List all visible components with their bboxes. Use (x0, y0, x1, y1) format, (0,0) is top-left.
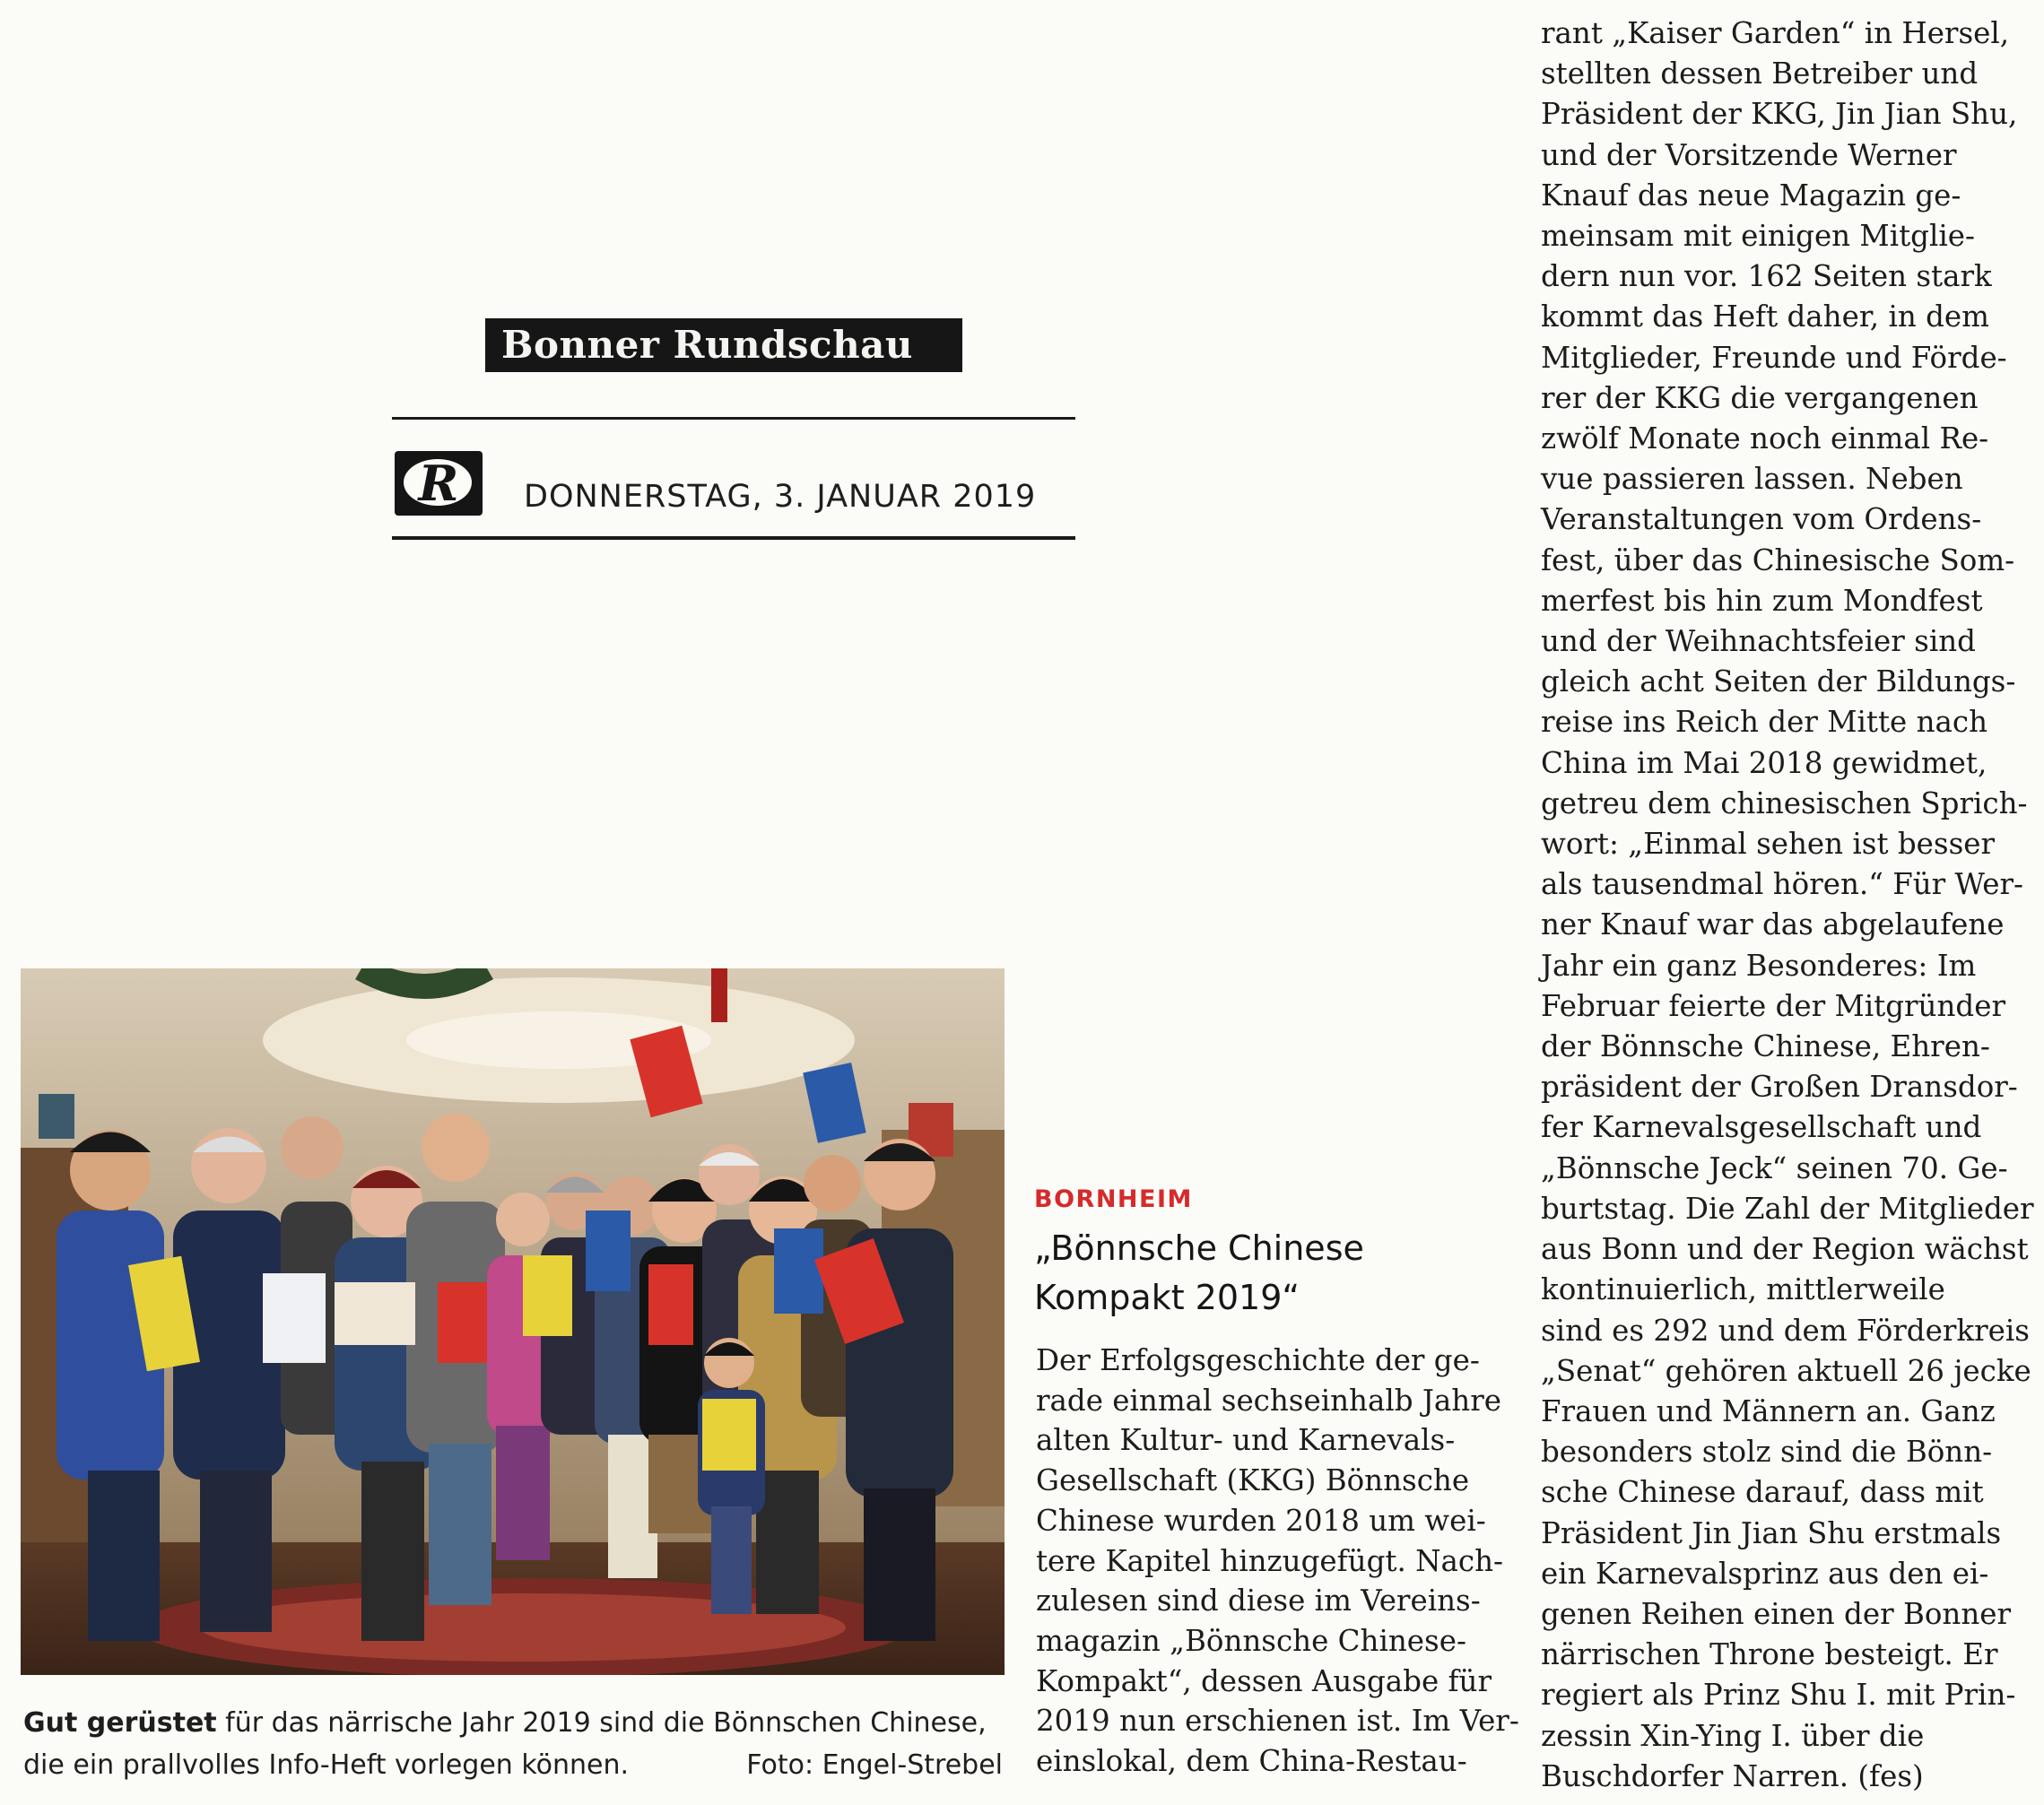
article-line: aus Bonn und der Region wächst (1541, 1232, 2029, 1267)
article-line: fer Karnevalsgesellschaft und (1541, 1110, 1982, 1145)
caption-lead: Gut gerüstet (23, 1707, 217, 1739)
header-rule-bottom (392, 536, 1075, 540)
article-line: stellten dessen Betreiber und (1541, 56, 1979, 91)
article-line: vue passieren lassen. Neben (1541, 462, 1963, 497)
article-line: genen Reihen einen der Bonner (1541, 1596, 2012, 1631)
article-line: Knauf das neue Magazin ge- (1541, 178, 1961, 213)
article-line: Veranstaltungen vom Ordens- (1541, 502, 1982, 537)
article-column-3 (1541, 13, 2034, 1797)
article-line: sche Chinese darauf, dass mit (1541, 1475, 1984, 1510)
article-line: China im Mai 2018 gewidmet, (1541, 745, 1987, 780)
article-line: Chinese wurden 2018 um wei- (1036, 1503, 1486, 1538)
article-line: Gesellschaft (KKG) Bönnsche (1036, 1463, 1470, 1498)
article-line: wort: „Einmal sehen ist besser (1541, 827, 1996, 862)
article-line: tere Kapitel hinzugefügt. Nach- (1036, 1543, 1504, 1578)
caption-line-2 (23, 1744, 1010, 1786)
article-line: und der Weihnachtsfeier sind (1541, 624, 1976, 659)
group-photo (21, 968, 1005, 1675)
article-line: getreu dem chinesischen Sprich- (1541, 785, 2028, 820)
article-line: besonders stolz sind die Bönn- (1541, 1435, 1993, 1470)
article-line: burtstag. Die Zahl der Mitglieder (1541, 1191, 2034, 1226)
article-line: kommt das Heft daher, in dem (1541, 299, 1989, 334)
article-line: Februar feierte der Mitgründer (1541, 988, 2005, 1023)
article-line: ein Karnevalsprinz aus den ei- (1541, 1556, 1989, 1591)
article-line: merfest bis hin zum Mondfest (1541, 583, 1983, 618)
dateline: DONNERSTAG, 3. JANUAR 2019 (524, 479, 1037, 515)
article-line: „Bönnsche Jeck“ seinen 70. Ge- (1541, 1150, 2008, 1185)
photo-caption (23, 1702, 1010, 1786)
caption-text-1: für das närrische Jahr 2019 sind die Bönnschen Chinese, (216, 1707, 987, 1739)
article-column-2 (1036, 1341, 1519, 1782)
article-line: magazin „Bönnsche Chinese- (1036, 1623, 1466, 1658)
article-line: zulesen sind diese im Vereins- (1036, 1584, 1481, 1618)
article-line: reise ins Reich der Mitte nach (1541, 705, 1988, 740)
article-headline (1034, 1224, 1420, 1323)
article-line: Der Erfolgsgeschichte der ge- (1036, 1343, 1480, 1377)
article-line: rade einmal sechseinhalb Jahre (1036, 1383, 1501, 1418)
article-line: regiert als Prinz Shu I. mit Prin- (1541, 1678, 2016, 1713)
article-line: Buschdorfer Narren. (fes) (1541, 1758, 1924, 1793)
article-line: Jahr ein ganz Besonderes: Im (1541, 948, 1977, 983)
article-line: alten Kultur- und Karnevals- (1036, 1423, 1456, 1458)
article-kicker: BORNHEIM (1034, 1185, 1193, 1213)
article-line: präsident der Großen Dransdor- (1541, 1070, 2018, 1105)
article-line: Frauen und Männern an. Ganz (1541, 1393, 1996, 1428)
article-line: zwölf Monate noch einmal Re- (1541, 421, 1989, 456)
article-line: zessin Xin-Ying I. über die (1541, 1718, 1925, 1753)
article-line: als tausendmal hören.“ Für Wer- (1541, 867, 2024, 902)
article-line: närrischen Throne besteigt. Er (1541, 1637, 1998, 1672)
article-line: fest, über das Chinesische Som- (1541, 542, 2015, 577)
article-line: Präsident der KKG, Jin Jian Shu, (1541, 97, 2018, 132)
caption-text-2: die ein prallvolles Info-Heft vorlegen können. (23, 1749, 630, 1781)
r-logo-icon: R (395, 451, 483, 516)
article-line: Präsident Jin Jian Shu erstmals (1541, 1515, 2002, 1550)
article-line: „Senat“ gehören aktuell 26 jecke (1541, 1353, 2031, 1388)
article-line: der Bönnsche Chinese, Ehren- (1541, 1029, 1990, 1064)
article-line: 2019 nun erschienen ist. Im Ver- (1036, 1704, 1519, 1739)
article-line: und der Vorsitzende Werner (1541, 137, 1957, 172)
header-rule-top (392, 417, 1075, 420)
group-photo-illustration (21, 968, 1005, 1675)
caption-line-1 (23, 1702, 1010, 1744)
article-line: einslokal, dem China-Restau- (1036, 1744, 1467, 1779)
headline-line-1: „Bönnsche Chinese (1034, 1228, 1364, 1268)
article-line: meinsam mit einigen Mitglie- (1541, 219, 1975, 254)
article-line: rant „Kaiser Garden“ in Hersel, (1541, 16, 2010, 50)
article-line: Mitglieder, Freunde und Förde- (1541, 340, 2007, 375)
article-line: dern nun vor. 162 Seiten stark (1541, 259, 1992, 294)
photo-credit: Foto: Engel-Strebel (746, 1749, 1003, 1781)
newspaper-masthead: Bonner Rundschau (485, 318, 962, 372)
article-line: gleich acht Seiten der Bildungs- (1541, 664, 2016, 699)
article-line: sind es 292 und dem Förderkreis (1541, 1313, 2030, 1348)
article-line: Kompakt“, dessen Ausgabe für (1036, 1663, 1492, 1698)
article-line: ner Knauf war das abgelaufene (1541, 907, 2005, 942)
article-line: rer der KKG die vergangenen (1541, 380, 1979, 415)
article-line: kontinuierlich, mittlerweile (1541, 1272, 1945, 1307)
headline-line-2: Kompakt 2019“ (1034, 1278, 1300, 1317)
